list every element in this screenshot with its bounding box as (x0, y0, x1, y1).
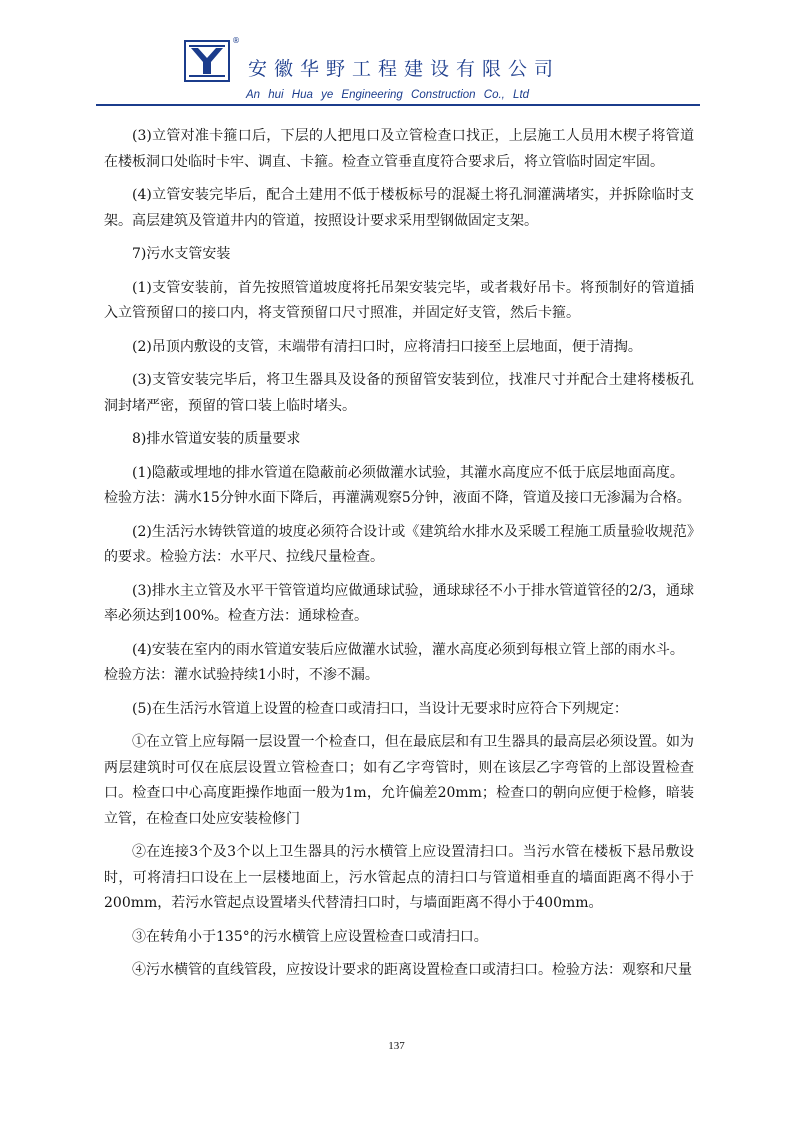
paragraph: (2)吊顶内敷设的支管，末端带有清扫口时，应将清扫口接至上层地面，便于清掏。 (132, 338, 642, 355)
paragraph: 检验方法：灌水试验持续1小时，不渗不漏。 (104, 667, 379, 683)
section-heading: 8)排水管道安装的质量要求 (132, 431, 301, 447)
paragraph: ①在立管上应每隔一层设置一个检查口，但在最底层和有卫生器具的最高层必须设置。如为两层建筑时可仅在底层设置立管检查口；如有乙字弯管时，则在该层乙字弯管的上部设置检查口。检查口中心高度距操作地面一般为1m，允许偏差20mm；检查口的朝向应便于检修，暗装立管，在检查口处应安装检修门 (104, 734, 694, 827)
paragraph: (1)支管安装前，首先按照管道坡度将托吊架安装完毕，或者栽好吊卡。将预制好的管道插入立管预留口的接口内，将支管预留口尺寸照准，并固定好支管，然后卡箍。 (104, 279, 694, 321)
paragraph: ③在转角小于135°的污水横管上应设置检查口或清扫口。 (132, 928, 488, 945)
paragraph: (2)生活污水铸铁管道的坡度必须符合设计或《建筑给水排水及采暖工程施工质量验收规范》的要求。检验方法：水平尺、拉线尺量检查。 (104, 523, 694, 565)
paragraph: (1)隐蔽或埋地的排水管道在隐蔽前必须做灌水试验，其灌水高度应不低于底层地面高度。 (132, 464, 684, 481)
page-header (0, 0, 793, 112)
company-name-en: An hui Hua ye Engineering Construction Co., Ltd (246, 89, 530, 101)
document-body (104, 124, 694, 984)
paragraph: (3)排水主立管及水平干管管道均应做通球试验，通球球径不小于排水管道管径的2/3，通球率必须达到100%。检查方法：通球检查。 (104, 582, 694, 624)
section-heading: 7)污水支管安装 (132, 246, 231, 262)
paragraph: ④污水横管的直线管段，应按设计要求的距离设置检查口或清扫口。检验方法：观察和尺量 (132, 962, 692, 978)
paragraph: 检验方法：满水15分钟水面下降后，再灌满观察5分钟，液面不降，管道及接口无渗漏为合格。 (104, 490, 691, 506)
paragraph: ②在连接3个及3个以上卫生器具的污水横管上应设置清扫口。当污水管在楼板下悬吊敷设时，可将清扫口设在上一层楼地面上，污水管起点的清扫口与管道相垂直的墙面距离不得小于200mm，若污水管起点设置堵头代替清扫口时，与墙面距离不得小于400mm。 (104, 844, 694, 911)
paragraph: (3)立管对准卡箍口后，下层的人把甩口及立管检查口找正，上层施工人员用木楔子将管道在楼板洞口处临时卡牢、调直、卡箍。检查立管垂直度符合要求后，将立管临时固定牢固。 (104, 128, 694, 170)
paragraph: (4)立管安装完毕后，配合土建用不低于楼板标号的混凝土将孔洞灌满堵实，并拆除临时支架。高层建筑及管道井内的管道，按照设计要求采用型钢做固定支架。 (104, 187, 694, 229)
company-name-cn: 安徽华野工程建设有限公司 (248, 58, 561, 80)
paragraph: (5)在生活污水管道上设置的检查口或清扫口，当设计无要求时应符合下列规定： (132, 700, 628, 717)
header-divider (96, 104, 700, 106)
company-logo-icon (184, 40, 230, 82)
registered-mark: ® (232, 36, 240, 45)
paragraph: (3)支管安装完毕后，将卫生器具及设备的预留管安装到位，找准尺寸并配合土建将楼板孔洞封堵严密，预留的管口装上临时堵头。 (104, 372, 694, 414)
paragraph: (4)安装在室内的雨水管道安装后应做灌水试验，灌水高度必须到每根立管上部的雨水斗。 (132, 641, 684, 658)
page-number: 137 (388, 1040, 405, 1052)
